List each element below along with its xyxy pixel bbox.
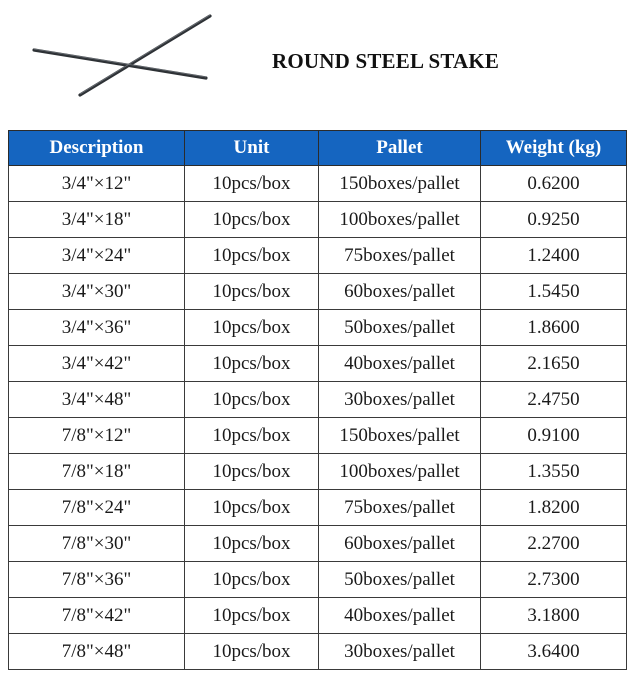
table-row [9,490,627,526]
cell-weight: 1.5450 [481,274,627,310]
cell-description: 3/4"×18" [9,202,185,238]
steel-stake-pair-icon [26,10,222,102]
cell-unit: 10pcs/box [185,346,319,382]
cell-description: 3/4"×36" [9,310,185,346]
table-row [9,562,627,598]
table-row [9,202,627,238]
cell-weight: 3.1800 [481,598,627,634]
cell-pallet: 30boxes/pallet [319,382,481,418]
cell-unit: 10pcs/box [185,490,319,526]
table-row [9,166,627,202]
table-row [9,418,627,454]
cell-unit: 10pcs/box [185,202,319,238]
page-header [0,0,634,120]
cell-weight: 2.7300 [481,562,627,598]
cell-description: 3/4"×42" [9,346,185,382]
cell-unit: 10pcs/box [185,562,319,598]
cell-description: 7/8"×36" [9,562,185,598]
cell-pallet: 75boxes/pallet [319,490,481,526]
cell-description: 7/8"×24" [9,490,185,526]
table-row [9,598,627,634]
table-row [9,526,627,562]
cell-unit: 10pcs/box [185,454,319,490]
column-header-unit: Unit [185,131,319,166]
cell-weight: 2.4750 [481,382,627,418]
cell-description: 3/4"×12" [9,166,185,202]
cell-pallet: 50boxes/pallet [319,562,481,598]
cell-description: 3/4"×24" [9,238,185,274]
column-header-description: Description [9,131,185,166]
cell-unit: 10pcs/box [185,166,319,202]
table-body [9,166,627,670]
cell-description: 7/8"×18" [9,454,185,490]
cell-unit: 10pcs/box [185,238,319,274]
spec-table [8,130,627,670]
cell-weight: 0.9100 [481,418,627,454]
column-header-pallet: Pallet [319,131,481,166]
cell-unit: 10pcs/box [185,598,319,634]
cell-description: 7/8"×48" [9,634,185,670]
table-row [9,346,627,382]
cell-unit: 10pcs/box [185,382,319,418]
cell-weight: 1.8600 [481,310,627,346]
cell-weight: 0.9250 [481,202,627,238]
table-header-row [9,131,627,166]
cell-unit: 10pcs/box [185,274,319,310]
cell-unit: 10pcs/box [185,634,319,670]
cell-pallet: 60boxes/pallet [319,274,481,310]
cell-description: 3/4"×48" [9,382,185,418]
cell-pallet: 75boxes/pallet [319,238,481,274]
table-row [9,634,627,670]
cell-description: 3/4"×30" [9,274,185,310]
table-row [9,310,627,346]
cell-weight: 2.1650 [481,346,627,382]
cell-pallet: 50boxes/pallet [319,310,481,346]
table-row [9,454,627,490]
cell-unit: 10pcs/box [185,418,319,454]
cell-description: 7/8"×42" [9,598,185,634]
page-title: ROUND STEEL STAKE [272,49,500,73]
table-row [9,382,627,418]
cell-weight: 2.2700 [481,526,627,562]
column-header-weight: Weight (kg) [481,131,627,166]
cell-weight: 1.3550 [481,454,627,490]
cell-pallet: 60boxes/pallet [319,526,481,562]
cell-unit: 10pcs/box [185,310,319,346]
cell-description: 7/8"×30" [9,526,185,562]
cell-pallet: 40boxes/pallet [319,346,481,382]
cell-unit: 10pcs/box [185,526,319,562]
cell-weight: 0.6200 [481,166,627,202]
cell-pallet: 100boxes/pallet [319,454,481,490]
cell-description: 7/8"×12" [9,418,185,454]
cell-pallet: 150boxes/pallet [319,418,481,454]
cell-weight: 1.2400 [481,238,627,274]
cell-pallet: 150boxes/pallet [319,166,481,202]
cell-pallet: 40boxes/pallet [319,598,481,634]
table-row [9,274,627,310]
cell-pallet: 30boxes/pallet [319,634,481,670]
cell-weight: 3.6400 [481,634,627,670]
cell-pallet: 100boxes/pallet [319,202,481,238]
table-row [9,238,627,274]
cell-weight: 1.8200 [481,490,627,526]
